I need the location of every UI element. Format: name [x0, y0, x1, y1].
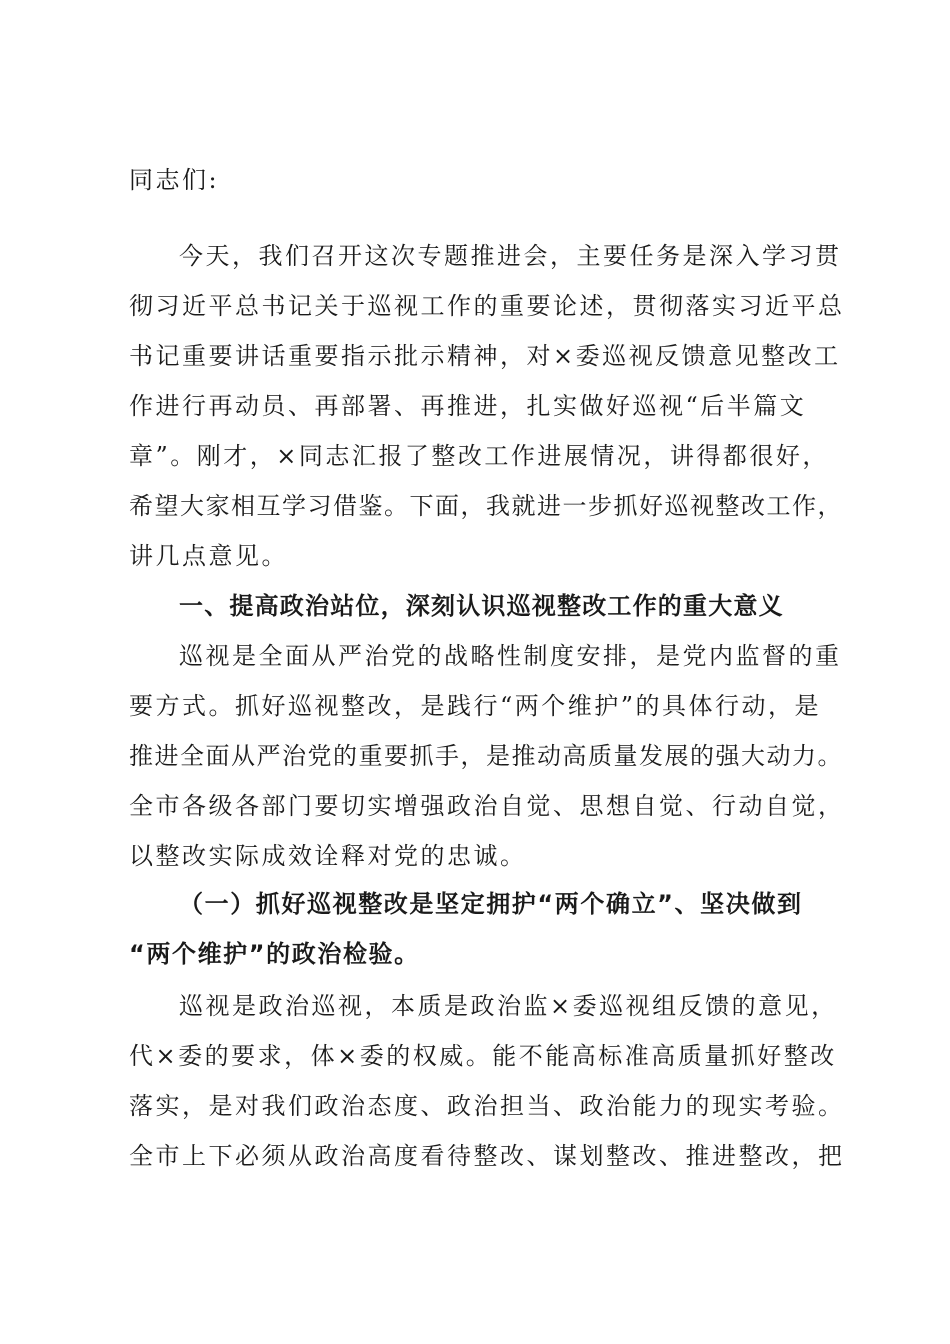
- section-body-line: 推进全面从严治党的重要抓手，是推动高质量发展的强大动力。: [129, 742, 843, 770]
- section-heading: 一、提高政治站位，深刻认识巡视整改工作的重大意义: [179, 592, 784, 620]
- intro-line: 彻习近平总书记关于巡视工作的重要论述，贯彻落实习近平总: [129, 292, 845, 320]
- intro-line: 作进行再动员、再部署、再推进，扎实做好巡视“后半篇文: [129, 392, 807, 420]
- subsection-body-line: 全市上下必须从政治高度看待整改、谋划整改、推进整改，把: [129, 1142, 845, 1170]
- section-body-line: 全市各级各部门要切实增强政治自觉、思想自觉、行动自觉，: [129, 792, 845, 820]
- section-body-line: 要方式。抓好巡视整改，是践行“两个维护”的具体行动，是: [129, 692, 822, 720]
- subsection-heading: （一）抓好巡视整改是坚定拥护“两个确立”、坚决做到: [179, 890, 803, 918]
- intro-line: 今天，我们召开这次专题推进会，主要任务是深入学习贯: [179, 242, 842, 270]
- section-body-line: 以整改实际成效诠释对党的忠诚。: [129, 842, 527, 870]
- salutation: 同志们:: [129, 166, 220, 194]
- subsection-heading: “两个维护”的政治检验。: [129, 940, 420, 968]
- section-body-line: 巡视是全面从严治党的战略性制度安排，是党内监督的重: [179, 642, 842, 670]
- subsection-body-line: 落实，是对我们政治态度、政治担当、政治能力的现实考验。: [129, 1092, 845, 1120]
- intro-line: 希望大家相互学习借鉴。下面，我就进一步抓好巡视整改工作，: [129, 492, 843, 520]
- subsection-body-line: 代×委的要求，体×委的权威。能不能高标准高质量抓好整改: [129, 1042, 837, 1070]
- subsection-body-line: 巡视是政治巡视，本质是政治监×委巡视组反馈的意见，: [179, 992, 838, 1020]
- intro-line: 讲几点意见。: [129, 542, 288, 570]
- intro-line: 书记重要讲话重要指示批示精神，对×委巡视反馈意见整改工: [129, 342, 841, 370]
- intro-line: 章”。刚才，×同志汇报了整改工作进展情况，讲得都很好，: [129, 442, 829, 470]
